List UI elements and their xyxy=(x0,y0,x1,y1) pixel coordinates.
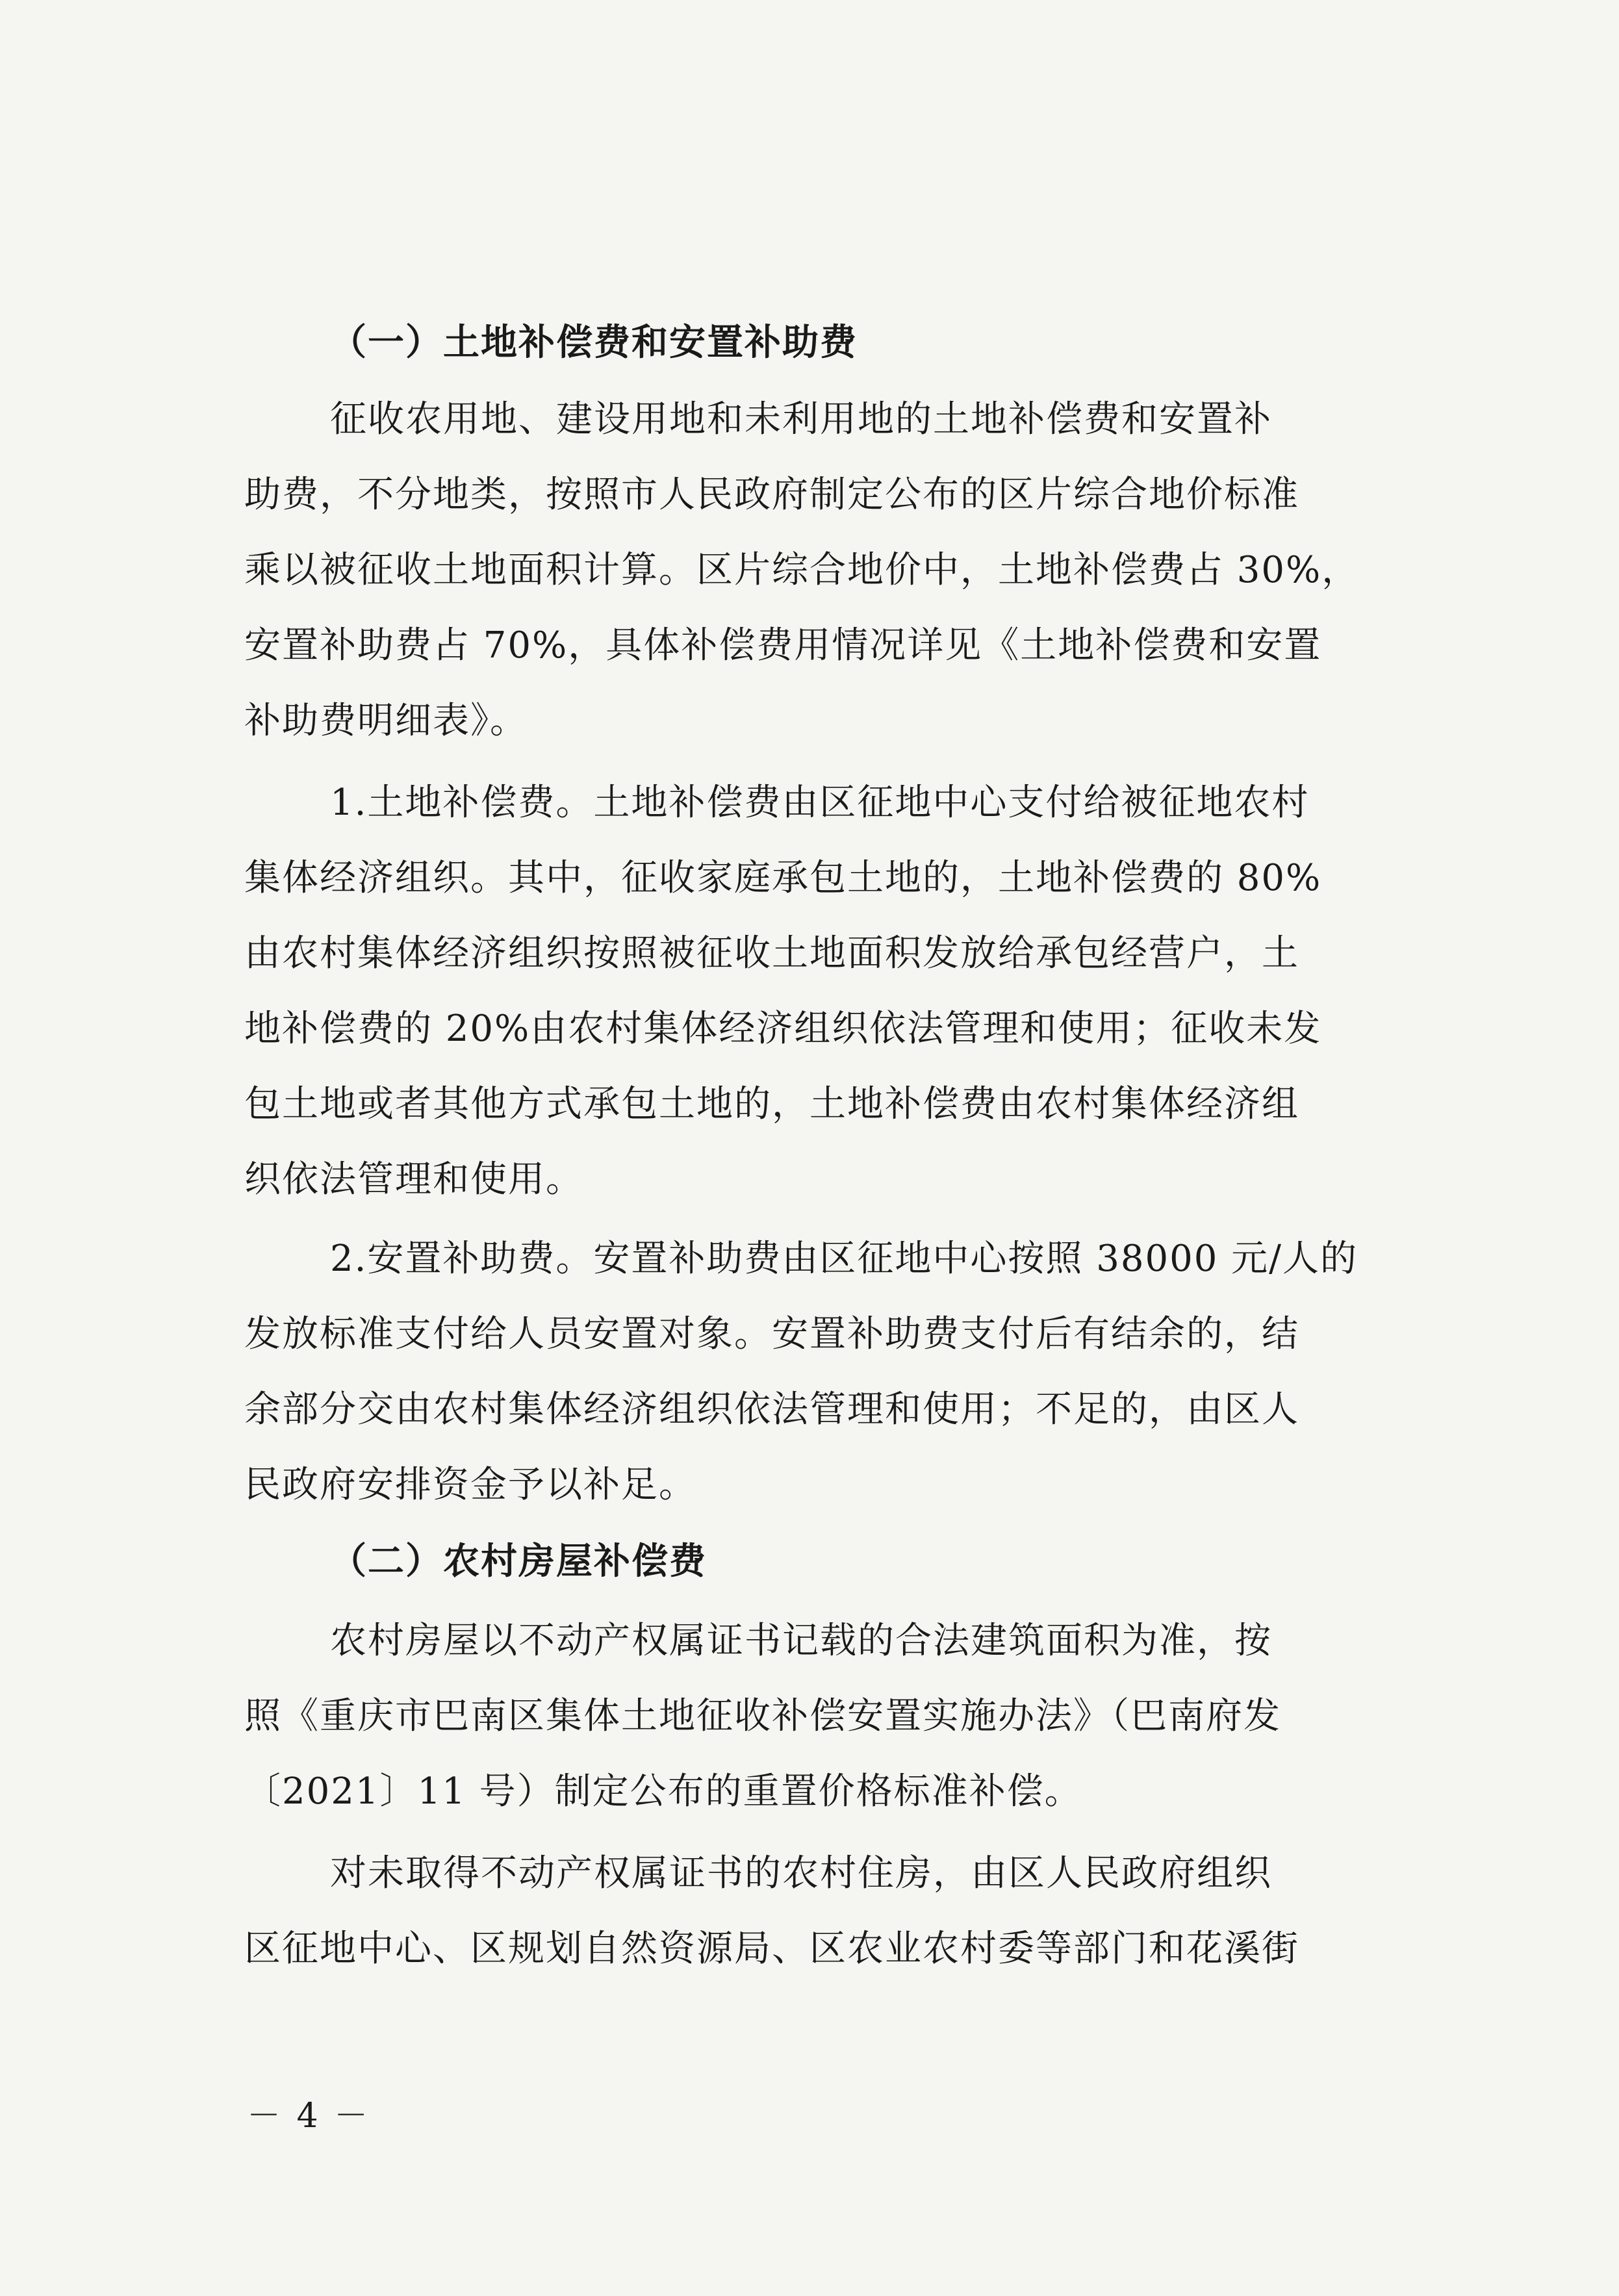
paragraph-line: 对未取得不动产权属证书的农村住房，由区人民政府组织 xyxy=(330,1852,1272,1894)
paragraph-line: 织依法管理和使用。 xyxy=(244,1158,583,1201)
paragraph-line: 乘以被征收土地面积计算。区片综合地价中，土地补偿费占 30%， xyxy=(244,549,1360,591)
paragraph-line: 照《重庆市巴南区集体土地征收补偿安置实施办法》（巴南府发 xyxy=(244,1695,1281,1737)
paragraph-line: 农村房屋以不动产权属证书记载的合法建筑面积为准，按 xyxy=(330,1620,1272,1662)
paragraph-line: 助费，不分地类，按照市人民政府制定公布的区片综合地价标准 xyxy=(244,474,1299,516)
paragraph-line: 补助费明细表》。 xyxy=(244,700,528,742)
page-number: － 4 － xyxy=(247,2097,371,2136)
paragraph-line: 集体经济组织。其中，征收家庭承包土地的，土地补偿费的 80% xyxy=(244,857,1322,899)
paragraph-line: 包土地或者其他方式承包土地的，土地补偿费由农村集体经济组 xyxy=(244,1083,1299,1125)
paragraph-line: 民政府安排资金予以补足。 xyxy=(244,1464,696,1506)
paragraph-line: 2.安置补助费。安置补助费由区征地中心按照 38000 元/人的 xyxy=(330,1238,1358,1280)
paragraph-line: 区征地中心、区规划自然资源局、区农业农村委等部门和花溪街 xyxy=(244,1928,1299,1970)
section-heading-land-compensation: （一）土地补偿费和安置补助费 xyxy=(330,322,858,364)
paragraph-line: 安置补助费占 70%，具体补偿费用情况详见《土地补偿费和安置 xyxy=(244,624,1322,667)
section-heading-rural-housing: （二）农村房屋补偿费 xyxy=(330,1540,707,1583)
paragraph-line: 征收农用地、建设用地和未利用地的土地补偿费和安置补 xyxy=(330,398,1272,440)
paragraph-line: 由农村集体经济组织按照被征收土地面积发放给承包经营户，土 xyxy=(244,932,1299,975)
paragraph-line: 地补偿费的 20%由农村集体经济组织依法管理和使用；征收未发 xyxy=(244,1008,1322,1050)
paragraph-line: 1.土地补偿费。土地补偿费由区征地中心支付给被征地农村 xyxy=(330,782,1310,824)
paragraph-line: 余部分交由农村集体经济组织依法管理和使用；不足的，由区人 xyxy=(244,1388,1299,1431)
paragraph-line: 发放标准支付给人员安置对象。安置补助费支付后有结余的，结 xyxy=(244,1313,1299,1355)
paragraph-line: 〔2021〕11 号）制定公布的重置价格标准补偿。 xyxy=(244,1770,1082,1813)
